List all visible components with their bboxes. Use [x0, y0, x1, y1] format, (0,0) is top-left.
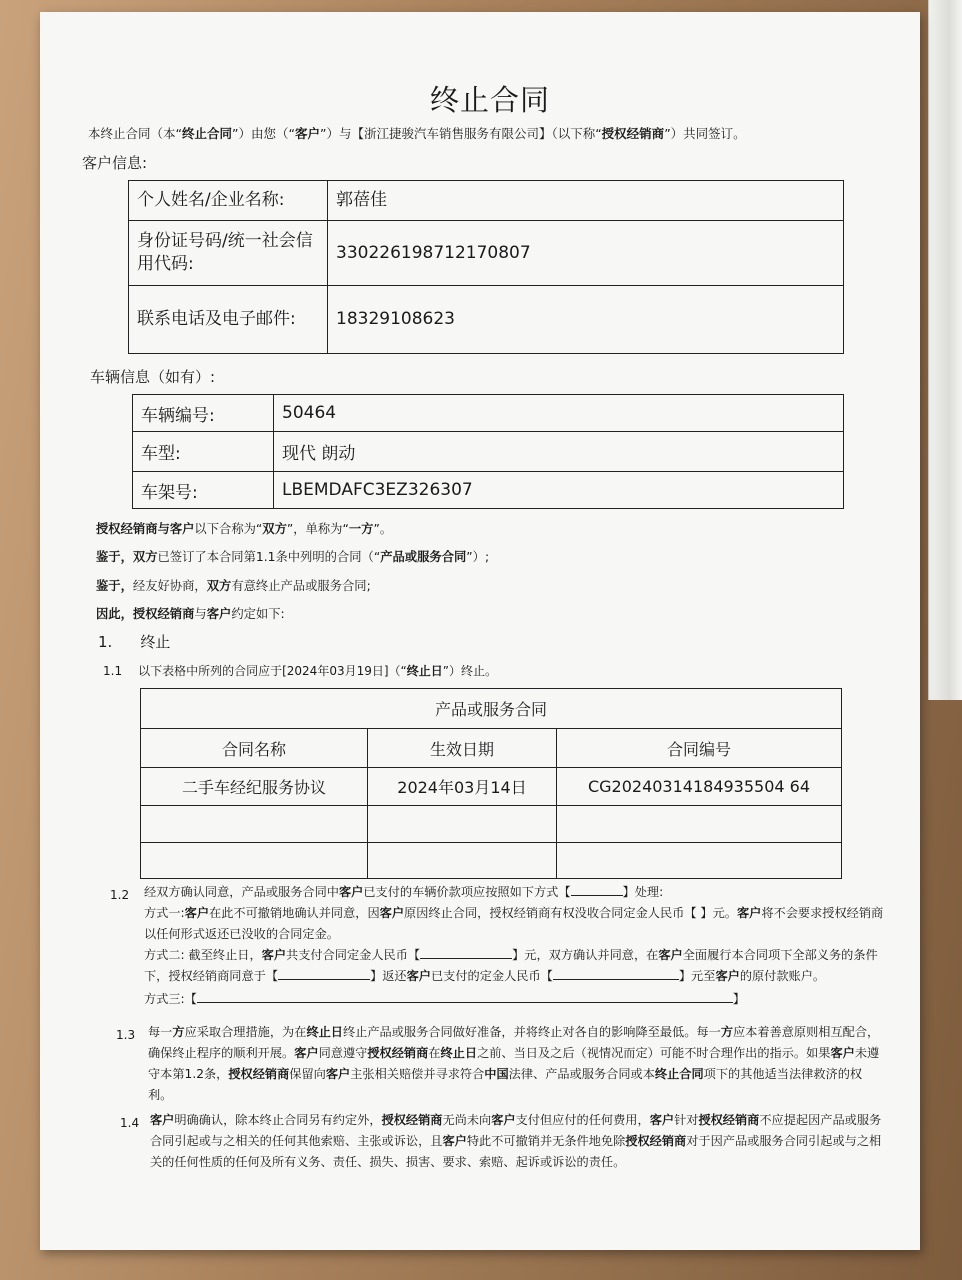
parties-paragraph: 授权经销商与客户以下合称为“双方”，单称为“一方”。: [96, 522, 393, 536]
clause-1-1: 1.1 以下表格中所列的合同应于[2024年03月19日]（“终止日”）终止。: [103, 664, 497, 678]
column-effective-date: 生效日期: [368, 729, 557, 768]
contract-table: [140, 688, 842, 879]
customer-contact-label: 联系电话及电子邮件:: [129, 286, 328, 354]
customer-info-table: [128, 180, 844, 354]
contract-number-cell: CG20240314184935504 64: [557, 768, 842, 806]
contract-name-cell: 二手车经纪服务协议: [141, 768, 368, 806]
whereas-paragraph-2: 鉴于，经友好协商，双方有意终止产品或服务合同;: [96, 579, 371, 593]
clause-1-2: 经双方确认同意，产品或服务合同中客户已支付的车辆价款项应按照如下方式【 】处理: 方式一:客户在此不可撤销地确认并同意，因客户原因终止合同，授权经销商有权没收合同定金人民币【 】元。客户将不会要求授权经销商以任何形式返还已没收的合同定金。 方式二: 截至终止日，客户共支付合同定金人民币【 】元，双方确认并同意，在客户全面履行本合同项下全部义务的条件下，授权经销商同意于【 】返还客户已支付的定金人民币【 】元至客户的原付款账户。 方式三:【 】: [144, 885, 884, 1006]
vehicle-vin-label: 车架号:: [133, 472, 274, 509]
clause-1-3-number: 1.3: [116, 1028, 136, 1042]
vehicle-model-label: 车型:: [133, 432, 274, 472]
customer-name-label: 个人姓名/企业名称:: [129, 181, 328, 221]
column-contract-name: 合同名称: [141, 729, 368, 768]
intro-paragraph: 本终止合同（本“终止合同”）由您（“客户”）与【浙江捷骏汽车销售服务有限公司】（以下称“授权经销商”）共同签订。: [88, 126, 746, 141]
vehicle-number-value: 50464: [274, 395, 844, 432]
customer-id-value: 330226198712170807: [328, 221, 844, 286]
effective-date-cell: 2024年03月14日: [368, 768, 557, 806]
vehicle-number-label: 车辆编号:: [133, 395, 274, 432]
customer-id-label: 身份证号码/统一社会信用代码:: [129, 221, 328, 286]
table-row: [141, 806, 842, 843]
vehicle-info-table: [132, 394, 844, 509]
clause-1-3: 每一方应采取合理措施，为在终止日终止产品或服务合同做好准备，并将终止对各自的影响降至最低。每一方应本着善意原则相互配合，确保终止程序的顺利开展。客户同意遵守授权经销商在终止日之前、当日及之后（视情况而定）可能不时合理作出的指示。如果客户未遵守本第1.2条，授权经销商保留向客户主张相关赔偿并寻求符合中国法律、产品或服务合同或本终止合同项下的其他适当法律救济的权利。: [148, 1025, 880, 1102]
section-1-heading: 1. 终止: [98, 633, 171, 651]
vehicle-info-label: 车辆信息（如有）:: [90, 368, 216, 386]
clause-1-2-number: 1.2: [110, 888, 130, 902]
customer-contact-value: 18329108623: [328, 286, 844, 354]
contract-table-header: 产品或服务合同: [141, 689, 842, 729]
column-contract-number: 合同编号: [557, 729, 842, 768]
whereas-paragraph-1: 鉴于，双方已签订了本合同第1.1条中列明的合同（“产品或服务合同”）;: [96, 550, 490, 564]
document-title: 终止合同: [430, 83, 551, 117]
clause-1-4-number: 1.4: [120, 1116, 140, 1130]
vehicle-model-value: 现代 朗动: [274, 432, 844, 472]
document-page: [40, 12, 920, 1250]
clause-1-4: 客户明确确认，除本终止合同另有约定外，授权经销商无尚未向客户支付但应付的任何费用，客户针对授权经销商不应提起因产品或服务合同引起或与之相关的任何其他索赔、主张或诉讼，且客户特此不可撤销并无条件地免除授权经销商对于因产品或服务合同引起或与之相关的任何性质的任何及所有义务、责任、损失、损害、要求、索赔、起诉或诉讼的责任。: [150, 1113, 882, 1169]
table-row: [141, 843, 842, 879]
customer-info-label: 客户信息:: [82, 154, 148, 172]
table-row: [141, 768, 842, 806]
therefore-paragraph: 因此，授权经销商与客户约定如下:: [96, 607, 285, 621]
vehicle-vin-value: LBEMDAFC3EZ326307: [274, 472, 844, 509]
paper-stack-edge: [928, 0, 962, 700]
customer-name-value: 郭蓓佳: [328, 181, 844, 221]
